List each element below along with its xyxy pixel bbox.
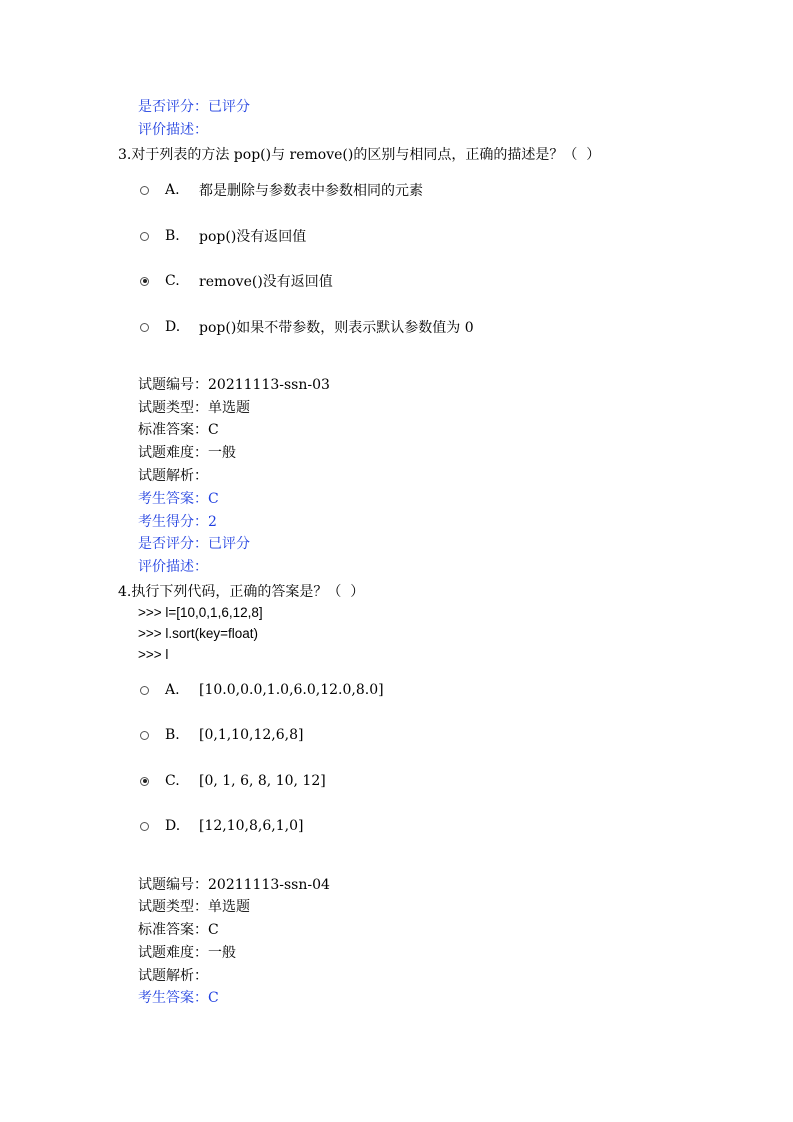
q3-std-answer-line: 标准答案：C <box>138 422 219 438</box>
q4-difficulty-line: 试题难度：一般 <box>138 945 236 961</box>
q3-stem: 对于列表的方法 pop()与 remove()的区别与相同点，正确的描述是？（ ） <box>131 147 601 163</box>
q3-type-line: 试题类型：单选题 <box>138 400 250 416</box>
q3-option-c-text: remove()没有返回值 <box>199 274 333 290</box>
q4-id-line: 试题编号：20211113-ssn-04 <box>138 877 330 893</box>
q4-code-line-3: >>> l <box>138 647 169 662</box>
q3-graded-line: 是否评分：已评分 <box>138 536 250 552</box>
q4-type-line: 试题类型：单选题 <box>138 899 250 915</box>
q3-option-a[interactable] <box>140 180 423 200</box>
q3-id-line: 试题编号：20211113-ssn-03 <box>138 377 330 393</box>
q3-comment-line: 评价描述： <box>138 559 208 575</box>
q4-stem-line <box>118 582 364 602</box>
radio-icon[interactable] <box>140 186 149 195</box>
q3-option-b[interactable] <box>140 226 306 246</box>
q4-number: 4. <box>118 584 132 600</box>
q4-option-a[interactable] <box>140 680 384 700</box>
radio-icon[interactable] <box>140 686 149 695</box>
q3-stem-line <box>118 145 600 165</box>
q4-option-b-letter: B. <box>165 727 180 743</box>
q4-analysis-line: 试题解析： <box>138 968 208 984</box>
q4-student-answer-line: 考生答案：C <box>138 990 219 1006</box>
q3-option-c[interactable] <box>140 271 333 291</box>
q3-option-d-text: pop()如果不带参数，则表示默认参数值为 0 <box>199 320 474 336</box>
radio-icon[interactable] <box>140 323 149 332</box>
q4-option-c[interactable] <box>140 771 326 791</box>
q4-code-line-1: >>> l=[10,0,1,6,12,8] <box>138 605 263 620</box>
q4-option-d[interactable] <box>140 816 303 836</box>
q3-option-a-text: 都是删除与参数表中参数相同的元素 <box>199 183 423 199</box>
q4-option-d-letter: D. <box>165 818 181 834</box>
q2-graded-line: 是否评分：已评分 <box>138 99 250 115</box>
radio-checked-icon[interactable] <box>140 277 149 286</box>
q4-code-line-2: >>> l.sort(key=float) <box>138 626 259 641</box>
q3-difficulty-line: 试题难度：一般 <box>138 445 236 461</box>
radio-icon[interactable] <box>140 731 149 740</box>
radio-checked-icon[interactable] <box>140 777 149 786</box>
q3-student-answer-line: 考生答案：C <box>138 491 219 507</box>
q2-comment-line: 评价描述： <box>138 122 208 138</box>
q3-score-line: 考生得分：2 <box>138 514 217 530</box>
q3-option-b-letter: B. <box>165 228 180 244</box>
q3-option-b-text: pop()没有返回值 <box>199 229 307 245</box>
q3-option-d-letter: D. <box>165 319 181 335</box>
q4-option-b[interactable] <box>140 725 303 745</box>
q4-option-a-text: [10.0,0.0,1.0,6.0,12.0,8.0] <box>199 682 384 698</box>
q4-stem: 执行下列代码，正确的答案是？（ ） <box>131 584 365 600</box>
q4-std-answer-line: 标准答案：C <box>138 922 219 938</box>
q3-option-a-letter: A. <box>165 182 180 198</box>
q4-option-c-letter: C. <box>165 773 180 789</box>
radio-icon[interactable] <box>140 822 149 831</box>
q3-option-c-letter: C. <box>165 273 180 289</box>
q3-analysis-line: 试题解析： <box>138 468 208 484</box>
radio-icon[interactable] <box>140 232 149 241</box>
q4-option-c-text: [0, 1, 6, 8, 10, 12] <box>199 773 326 789</box>
q4-option-a-letter: A. <box>165 682 180 698</box>
q3-number: 3. <box>118 147 132 163</box>
q4-option-b-text: [0,1,10,12,6,8] <box>199 727 304 743</box>
q3-option-d[interactable] <box>140 317 474 337</box>
q4-option-d-text: [12,10,8,6,1,0] <box>199 818 304 834</box>
